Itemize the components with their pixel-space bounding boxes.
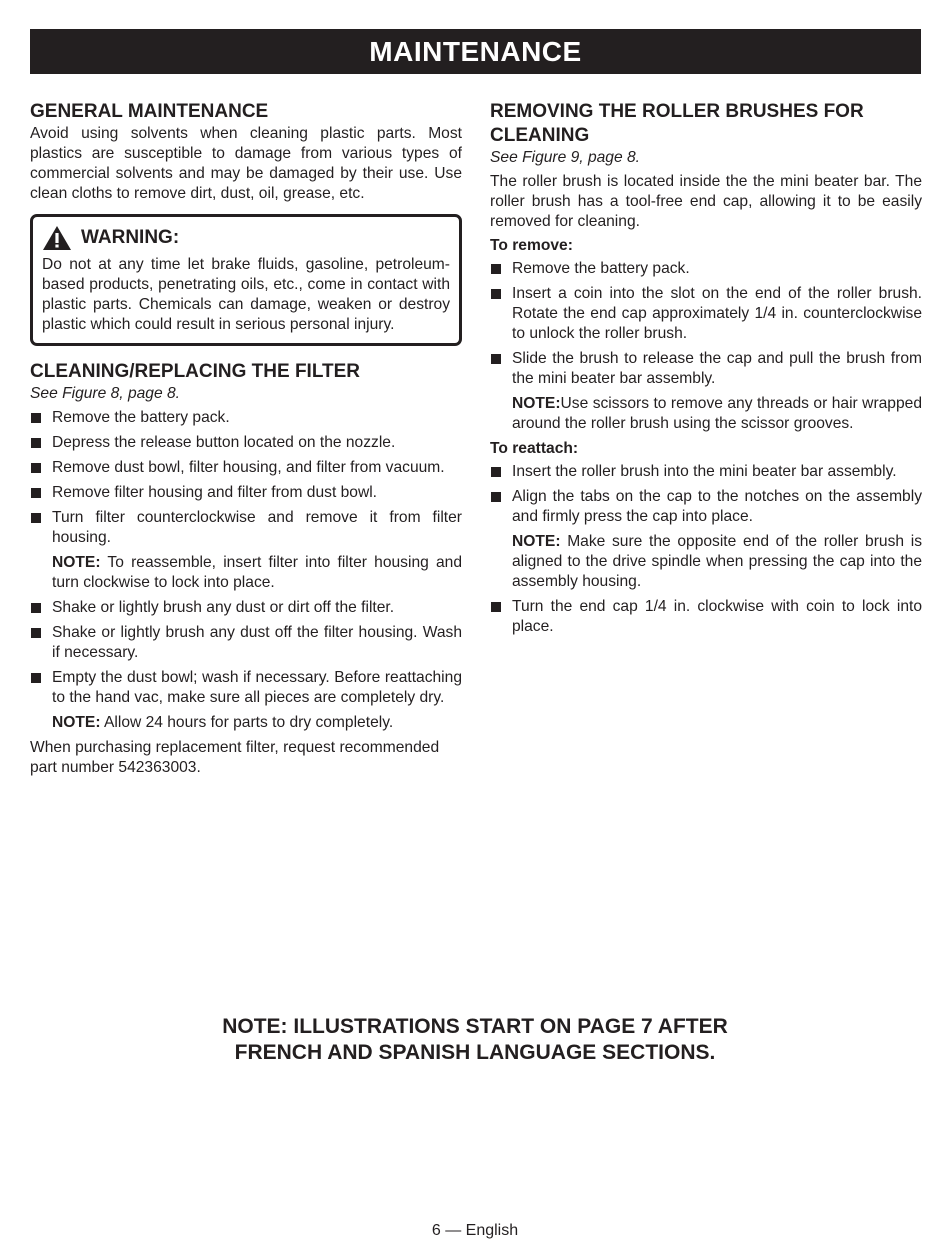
roller-figure-ref: See Figure 9, page 8. (490, 149, 640, 166)
note-text: Use scissors to remove any threads or hair wrapped around the roller brush using the scissor grooves. (512, 395, 922, 432)
list-item: Remove the battery pack. (30, 408, 462, 428)
filter-steps-list (30, 408, 462, 548)
list-item: Shake or lightly brush any dust off the filter housing. Wash if necessary. (30, 623, 462, 663)
filter-figure-ref: See Figure 8, page 8. (30, 385, 180, 402)
final-steps-list (490, 597, 922, 637)
roller-note-scissors (490, 394, 922, 434)
roller-heading: REMOVING THE ROLLER BRUSHES FOR CLEANING (490, 101, 864, 146)
note-label: NOTE: (512, 533, 561, 550)
list-item: Slide the brush to release the cap and pull the brush from the mini beater bar assembly. (490, 349, 922, 389)
filter-heading: CLEANING/REPLACING THE FILTER (30, 361, 361, 382)
illustrations-note-line-1: NOTE: ILLUSTRATIONS START ON PAGE 7 AFTER (222, 1015, 728, 1038)
list-item: Remove dust bowl, filter housing, and filter from vacuum. (30, 458, 462, 478)
list-item: Remove the battery pack. (490, 259, 922, 279)
warning-text: Do not at any time let brake fluids, gasoline, petroleum-based products, penetrating oils, etc., come in contact with plastic parts. Chemicals can damage, weaken or destroy plastic which could result in serious personal injury. (42, 256, 450, 333)
roller-note-spindle (490, 532, 922, 592)
illustrations-note (0, 1014, 950, 1066)
list-item: Shake or lightly brush any dust or dirt off the filter. (30, 598, 462, 618)
warning-triangle-icon (42, 225, 72, 251)
note-text: To reassemble, insert filter into filter housing and turn clockwise to lock into place. (52, 554, 462, 591)
note-label: NOTE: (512, 395, 561, 412)
replacement-filter-text: When purchasing replacement filter, request recommended part number 542363003. (30, 739, 440, 776)
list-item: Empty the dust bowl; wash if necessary. Before reattaching to the hand vac, make sure all pieces are completely dry. (30, 668, 462, 708)
remove-steps-list (490, 259, 922, 389)
list-item: Align the tabs on the cap to the notches on the assembly and firmly press the cap into place. (490, 487, 922, 527)
reattach-steps-list (490, 462, 922, 527)
section-banner: MAINTENANCE (30, 29, 921, 74)
to-reattach-label: To reattach: (490, 440, 579, 457)
warning-header (42, 225, 450, 251)
note-label: NOTE: (52, 714, 101, 731)
page-footer: 6 — English (431, 1222, 519, 1239)
list-item: Insert a coin into the slot on the end of the roller brush. Rotate the end cap approximately 1/4 in. counterclockwise to unlock the roller brush. (490, 284, 922, 344)
list-item: Insert the roller brush into the mini beater bar assembly. (490, 462, 922, 482)
illustrations-note-line-2: FRENCH AND SPANISH LANGUAGE SECTIONS. (234, 1041, 716, 1064)
list-item: Remove filter housing and filter from dust bowl. (30, 483, 462, 503)
filter-note-dry (30, 713, 462, 733)
list-item: Turn filter counterclockwise and remove it from filter housing. (30, 508, 462, 548)
warning-box (30, 214, 462, 346)
note-text: Make sure the opposite end of the roller brush is aligned to the drive spindle when pressing the cap into the assembly housing. (512, 533, 922, 590)
note-label: NOTE: (52, 554, 101, 571)
warning-title: WARNING: (81, 227, 180, 248)
list-item: Depress the release button located on the nozzle. (30, 433, 462, 453)
filter-steps-list-2 (30, 598, 462, 708)
right-column (490, 100, 922, 642)
filter-note-reassemble (30, 553, 462, 593)
list-item: Turn the end cap 1/4 in. clockwise with coin to lock into place. (490, 597, 922, 637)
general-maintenance-text: Avoid using solvents when cleaning plastic parts. Most plastics are susceptible to damage from various types of commercial solvents and may be damaged by their use. Use clean cloths to remove dirt, dust, oil, grease, etc. (30, 125, 462, 202)
to-remove-label: To remove: (490, 237, 573, 254)
left-column (30, 100, 462, 778)
note-text: Allow 24 hours for parts to dry completely. (100, 714, 394, 731)
roller-intro-text: The roller brush is located inside the the mini beater bar. The roller brush has a tool-free end cap, allowing it to be easily removed for cleaning. (490, 173, 922, 230)
general-maintenance-heading: GENERAL MAINTENANCE (30, 101, 269, 122)
